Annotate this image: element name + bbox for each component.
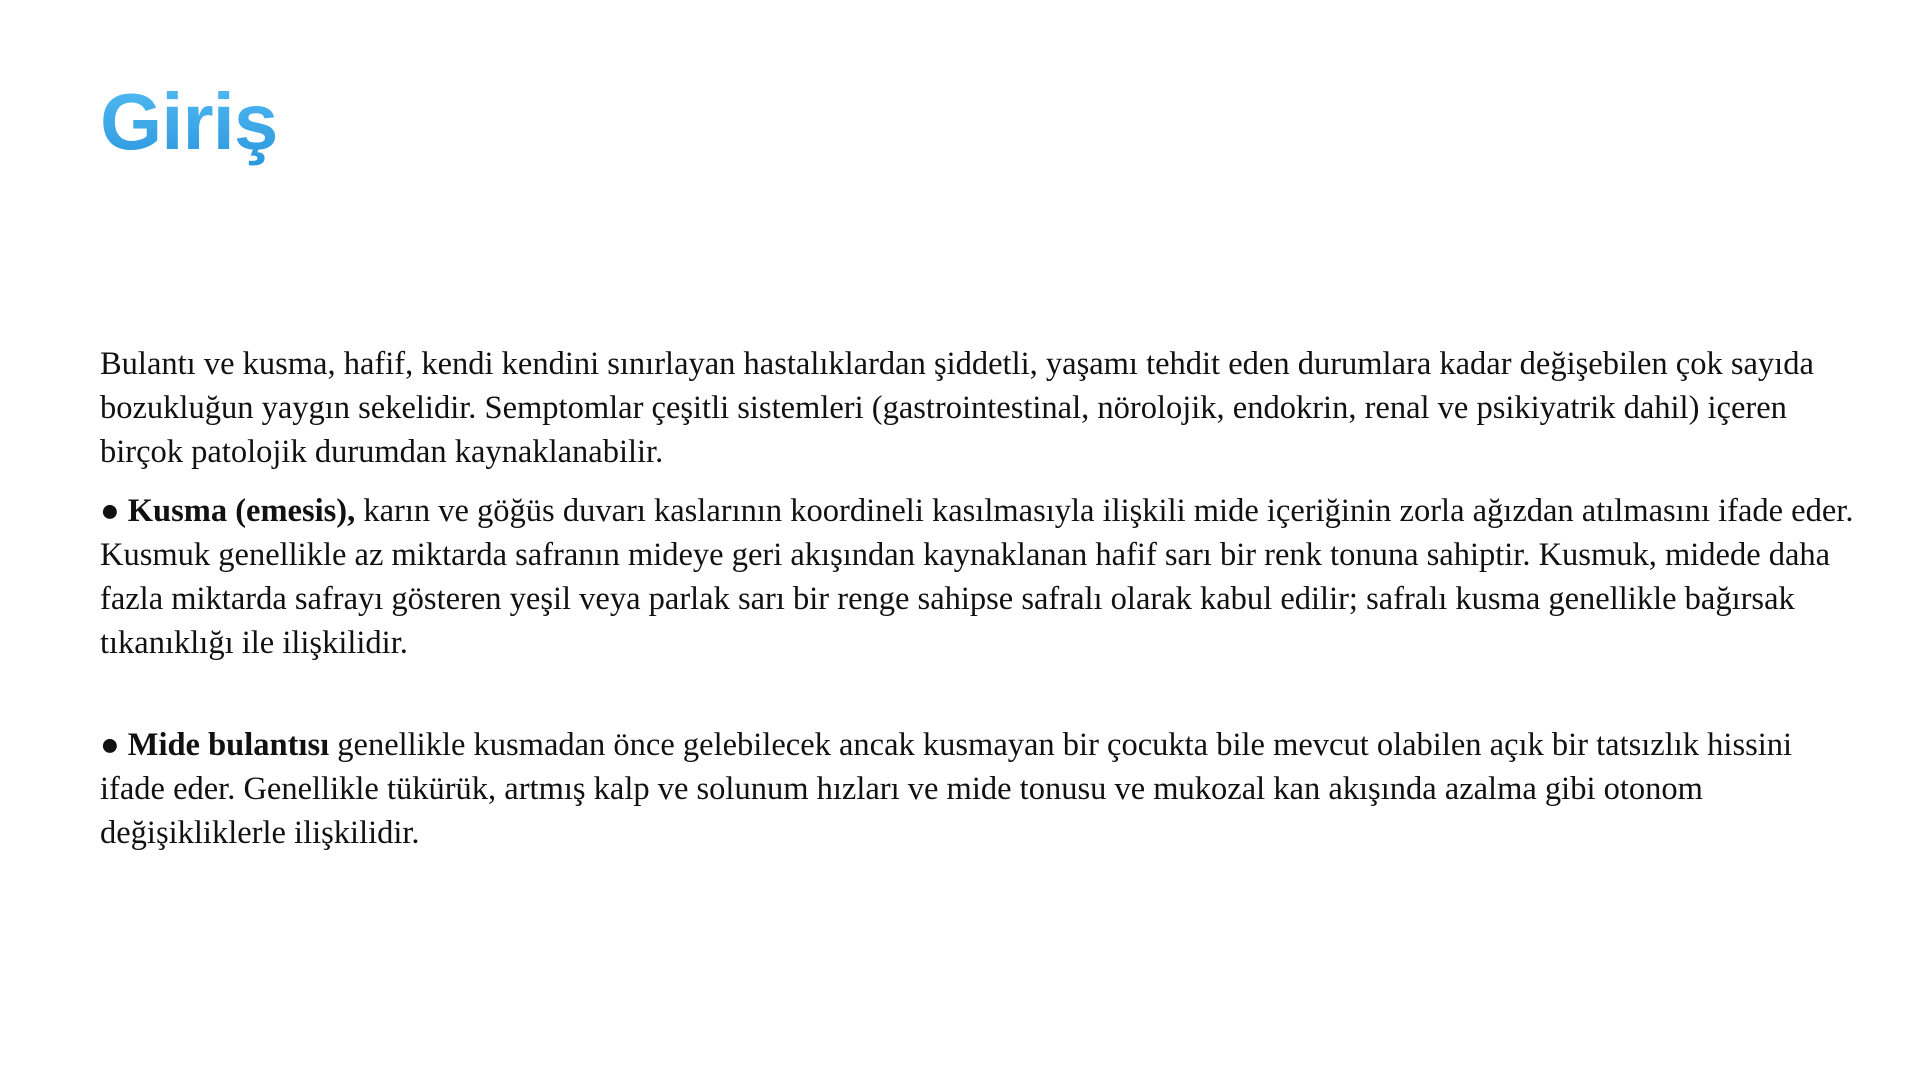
bullet-term-vomiting: Kusma (emesis), bbox=[127, 493, 356, 529]
slide-body bbox=[100, 342, 1860, 855]
bullet-text-nausea: genellikle kusmadan önce gelebilecek ancak kusmayan bir çocukta bile mevcut olabilen açık bir tatsızlık hissini ifade eder. Genellikle tükürük, artmış kalp ve solunum hızları ve mide tonusu ve mukozal kan akışında azalma gibi otonom değişikliklerle ilişkilidir. bbox=[100, 727, 1793, 851]
bullet-term-nausea: Mide bulantısı bbox=[127, 727, 330, 763]
bullet-text-vomiting: karın ve göğüs duvarı kaslarının koordineli kasılmasıyla ilişkili mide içeriğinin zorla ağızdan atılmasını ifade eder. Kusmuk genellikle az miktarda safranın mideye geri akışından kaynaklanan hafif sarı bir renk tonuna sahiptir. Kusmuk, midede daha fazla miktarda safrayı gösteren yeşil veya parlak sarı bir renge sahipse safralı olarak kabul edilir; safralı kusma genellikle bağırsak tıkanıklığı ile ilişkilidir. bbox=[100, 493, 1854, 661]
bullet-item-vomiting bbox=[100, 489, 1860, 665]
bullet-marker: ● bbox=[100, 727, 128, 763]
intro-paragraph: Bulantı ve kusma, hafif, kendi kendini sınırlayan hastalıklardan şiddetli, yaşamı tehdit eden durumlara kadar değişebilen çok sayıda bozukluğun yaygın sekelidir. Semptomlar çeşitli sistemleri (gastrointestinal, nörolojik, endokrin, renal ve psikiyatrik dahil) içeren birçok patolojik durumdan kaynaklanabilir. bbox=[100, 346, 1814, 470]
bullet-item-nausea bbox=[100, 723, 1860, 855]
bullet-marker: ● bbox=[100, 493, 128, 529]
slide-title: Giriş bbox=[100, 72, 277, 172]
